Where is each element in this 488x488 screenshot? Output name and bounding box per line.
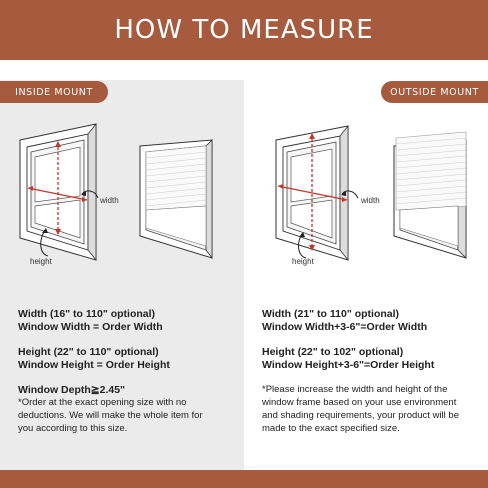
outside-note-line-2: window frame based on your use environment [262,397,457,408]
inside-width-label: width [100,196,119,205]
outside-note-line-1: *Please increase the width and height of the [262,384,448,395]
inside-height-formula: Window Height = Order Height [18,359,170,371]
outside-mount-window-illustration [244,110,488,280]
header-banner [0,0,488,60]
footer-bar [0,470,488,488]
outside-note-line-3: and shading requirements, your product will be [262,410,459,421]
inside-width-formula: Window Width = Order Width [18,321,163,333]
inside-pleated-shade [146,146,206,210]
outside-height-label: height [292,257,314,266]
inside-depth: Window Depth≧2.45" [18,384,126,396]
outside-height-range: Height (22" to 102" optional) [262,346,404,358]
top-spacer [0,60,488,80]
outside-note-line-4: made to the exact specified size. [262,423,400,434]
inside-height-label: height [30,257,52,266]
outside-width-label: width [361,196,380,205]
outside-mount-tag [381,81,488,103]
inside-width-range: Width (16" to 110" optional) [18,308,156,320]
inside-mount-tag-label: INSIDE MOUNT [15,86,93,98]
outside-width-formula: Window Width+3-6"=Order Width [262,321,428,333]
inside-note-line-2: deductions. We will make the whole item for [18,410,203,421]
inside-mount-window-illustration [0,110,244,280]
page-title: HOW TO MEASURE [114,15,374,45]
outside-pleated-shade [396,132,466,210]
inside-mount-tag [0,81,108,103]
inside-note-line-3: you according to this size. [18,423,128,434]
outside-mount-tag-label: OUTSIDE MOUNT [390,86,479,98]
outside-width-range: Width (21" to 110" optional) [262,308,400,320]
outside-height-formula: Window Height+3-6"=Order Height [262,359,435,371]
inside-note-line-1: *Order at the exact opening size with no [18,397,187,408]
inside-height-range: Height (22" to 110" optional) [18,346,159,358]
